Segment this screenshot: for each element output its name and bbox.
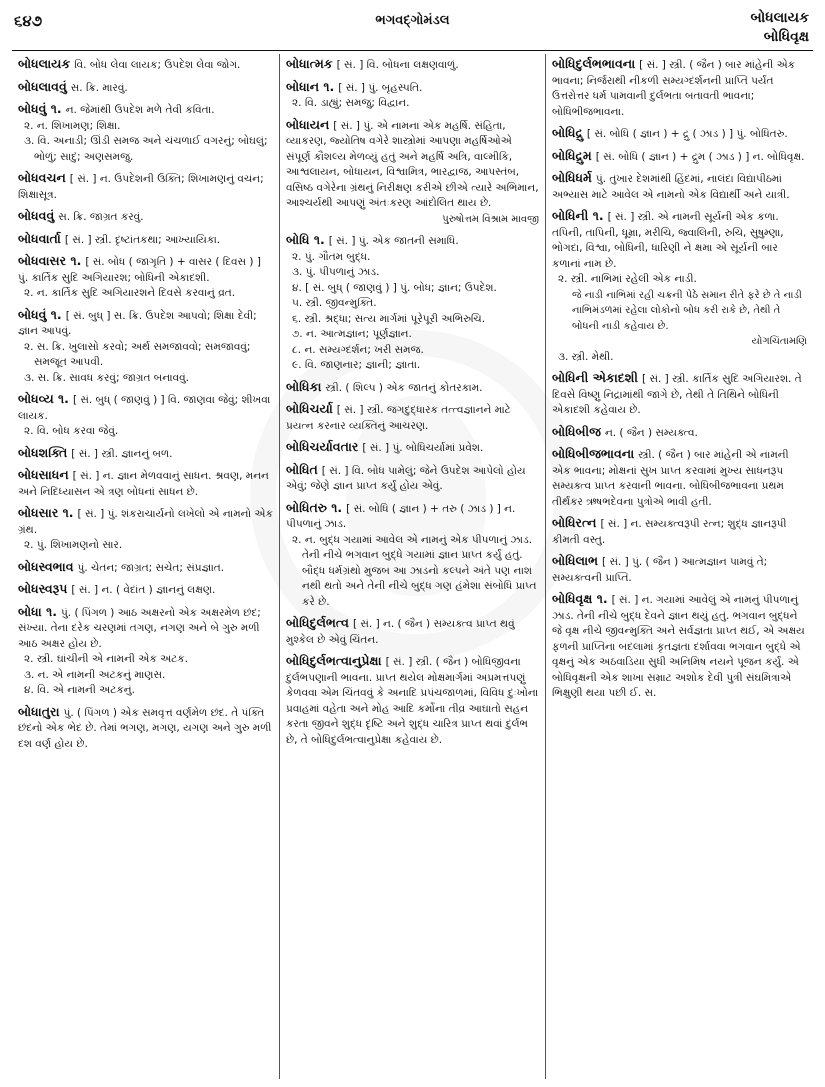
dictionary-entry <box>286 653 539 748</box>
entry-definition: [ સં. ] સ્ત્રી. દૃષ્ટાંતકથા; આખ્યાયિકા. <box>64 233 221 246</box>
entry-sense: ૩. સ. ક્રિ. સાવધ કરવું; જાગ્રત બનાવવું. <box>24 371 190 384</box>
header-rule <box>12 50 813 51</box>
entry-sense: ૩. ન. એ નામની અટકનું માણસ. <box>24 668 166 681</box>
entry-definition: [ સં. ] સ્ત્રી. ( જૈન ) બોધિજીવના દુર્લભપણાની ભાવના. પ્રાપ્ત થયેલ મોક્ષમાર્ગમાં અપ્રમત્તપણું કેળવવા એમ ચિંતવવું કે અનાદિ પ્રપંચજાળમાં, વિવિધ દુઃખોના પ્રવાહમાં વહેતા અને મોહ આદિ કર્મોના તીવ્ર આઘાતો સહન કરતા જીવને શુદ્ધ દૃષ્ટિ અને શુદ્ધ ચારિત્ર પ્રાપ્ત થવાં દુર્લભ છે, તે બોધિદુર્લભત્વાનુપ્રેક્ષા કહેવાય છે. <box>286 656 539 746</box>
entry-definition: [ સં. ] સ્ત્રી. એ નામની સૂર્યની એક કળા. તપિની, તાપિની, ધૂમ્રા, મરીચિ, જ્વાલિની, રુચિ, સુષુમ્ણા, ભોગદા, વિશ્વા, બોધિની, ધારિણી ને ક્ષમા એ સૂર્યની બાર કળાનાં નામ છે. <box>552 211 784 270</box>
entry-definition: [ સં. ] પું. બોધિચર્યામાં પ્રવેશ. <box>362 442 484 454</box>
dictionary-entry <box>286 56 539 74</box>
dictionary-entry <box>286 439 539 457</box>
entry-sense: ૪. વિ. એ નામની અટકનું. <box>24 684 135 696</box>
entry-headword: બોધિબીજ <box>552 423 601 439</box>
entry-definition: [ સં. ] ન. ગયામાં આવેલું એ નામનું પીપળાનું ઝાડ. તેની નીચે બુદ્ધ દેવને જ્ઞાન થયું હતું. ભગવાન બુદ્ધને જે વૃક્ષ નીચે જીવન્મુક્તિ અને સર્વજ્ઞતા પ્રાપ્ત થઈ, એ અક્ષય ફળની પ્રાપ્તિના બદલામાં કૃતજ્ઞતા દર્શાવવા ભગવાન બુદ્ધે એ વૃક્ષનું એક અઠવાડિયા સુધી અનિમિષ નયને પૂજન કર્યું. એ બોધિવૃક્ષની એક શાખા સમ્રાટ અશોક દેવી પુત્રી સંઘમિત્રાએ ભિક્ષુણી થયા પછી ઈ. સ. <box>552 594 805 699</box>
entry-definition: [ સં. બોધ ( જાગૃતિ ) + વાસર ( દિવસ ) ] પું. કાર્તિક સુદિ અગિયારશ; બોધિની એકાદશી. <box>18 256 261 284</box>
entry-definition: [ સં. ] પું. બૃહસ્પતિ. <box>338 81 423 94</box>
dictionary-entry <box>286 379 539 397</box>
entry-definition: [ સં. બોધિ ( જ્ઞાન ) + દ્રુમ ( ઝાડ ) ] ન. બોધિવૃક્ષ. <box>595 150 805 163</box>
entry-sense: ૭. ન. આત્મજ્ઞાન; પૂર્ણજ્ઞાન. <box>292 328 412 340</box>
dictionary-entry <box>18 253 273 302</box>
page-title: ભગવદ્ગોમંડલ <box>375 13 450 28</box>
entry-headword: બોધવું ૧. <box>18 306 62 322</box>
entry-definition: પું. ( પિંગળ ) એક સમવૃત્ત વર્ણમેળ છંદ. તે પંક્તિ છંદનો એક ભેદ છે. તેમાં ભગણ, મગણ, યગણ અને ગુરુ મળી દશ વર્ણ હોય છે. <box>18 706 272 750</box>
entry-headword: બોધવવું <box>18 208 55 223</box>
entry-sense: ૨. વિ. બોધ કરવા જેવું. <box>24 425 119 437</box>
entry-sense: ૬. સ્ત્રી. શ્રદ્ધા; સત્ય માર્ગમાં પૂરેપૂરી અભિરુચિ. <box>292 312 486 325</box>
guide-word-last: બોધિવૃક્ષ <box>763 29 809 45</box>
entry-definition: પું. ચેતન; જાગ્રત; સચેત; સંપ્રજ્ઞાત. <box>77 561 225 574</box>
entry-sense: ૨. ન. બુદ્ધ ગયામાં આવેલ એ નામનું એક પીપળાનું ઝાડ. તેની નીચે ભગવાન બુદ્ધે ગયામાં જ્ઞાન પ્રાપ્ત કર્યું હતું. બૌદ્ધ ધર્મગ્રંથો મુજબ આ ઝાડનો કલ્પને અંતે પણ નાશ નથી થતો અને તેની નીચે બુદ્ધ ગણ હંમેશા સંબોધિ પ્રાપ્ત કરે છે. <box>292 533 537 608</box>
entry-headword: બોધવાસર ૧. <box>18 253 82 268</box>
entry-citation: યોગચિંતામણિ <box>751 336 807 347</box>
entry-headword: બોધિત <box>286 461 318 477</box>
entry-headword: બોધિવૃક્ષ ૧. <box>552 591 608 606</box>
entry-definition: [ સં. ] સ્ત્રી. જગદુદ્ધારક તત્ત્વજ્ઞાનને માટે પ્રયત્ન કરનાર વ્યક્તિનું આચરણ. <box>286 404 511 432</box>
entry-headword: બોધિદ્રુમ <box>552 147 592 163</box>
dictionary-entry <box>552 370 807 419</box>
entry-definition: [ સં. ] ન. સમ્યક્ત્વરૂપી રત્ન; શુદ્ધ જ્ઞાનરૂપી કીમતી વસ્તુ. <box>552 518 787 546</box>
entry-headword: બોધા ૧. <box>18 603 57 619</box>
column-left <box>12 54 279 1079</box>
entry-headword: બોધિરત્ન <box>552 515 597 530</box>
dictionary-entry <box>552 208 807 365</box>
entry-sense: ૩. સ્ત્રી. મેથી. <box>558 350 614 363</box>
entry-headword: બોધિતરુ ૧. <box>286 499 343 515</box>
dictionary-entry <box>18 559 273 577</box>
entry-definition: સ્ત્રી. ( જૈન ) બાર માંહેની એ નામની એક ભાવના; મોક્ષનાં સુખ પ્રાપ્ત કરવામાં મુખ્ય સાધનરૂપ સમ્યક્ત્વ પ્રાપ્ત કરવાની ભાવના. બોધિબીજભાવના પ્રથમ તીર્થંકર ઋષભદેવના પુત્રોએ ભાવી હતી. <box>552 449 789 508</box>
entry-sense: ૨. વિ. ડાહ્યું; સમજુ; વિદ્વાન. <box>292 97 410 109</box>
dictionary-entry <box>552 446 807 510</box>
entry-citation: પુરુષોત્તમ વિશ્રામ માવજી <box>442 213 539 225</box>
column-middle <box>279 54 546 1079</box>
column-right <box>546 54 813 1079</box>
dictionary-entry <box>18 231 273 249</box>
entry-definition: પું. તુખાર દેશમાંથી હિંદમાં, નાલંદા વિદ્યાપીઠમાં અભ્યાસ માટે આવેલ એ નામનો એક વિદ્યાર્થી અને યાત્રી. <box>552 173 790 201</box>
dictionary-entry <box>286 79 539 112</box>
dictionary-entry <box>286 117 539 228</box>
dictionary-entry <box>552 424 807 442</box>
dictionary-entry <box>286 615 539 648</box>
entry-sense: ૨. પું. શિખામણનો સાર. <box>24 539 123 551</box>
entry-headword: બોધલાયક <box>18 56 71 71</box>
entry-definition: [ સં. ] વિ. બોધ પામેલું; જેને ઉપદેશ આપેલો હોય એવું; જેણે જ્ઞાન પ્રાપ્ત કર્યું હોય એવું. <box>286 464 526 492</box>
entry-sense: ૨. પું. ગૌતમ બુદ્ધ. <box>292 250 371 263</box>
entry-headword: બોધશક્તિ <box>18 444 68 460</box>
dictionary-entry <box>286 462 539 495</box>
entry-headword: બોધસ્વરૂપ <box>18 581 68 596</box>
entry-sense: ૮. ન. સમ્યગ્દર્શન; ખરી સમજ. <box>292 343 424 356</box>
dictionary-entry <box>552 125 807 143</box>
entry-sense: ૪. [ સં. બુધ્ ( જાણવું ) ] પું. બોધ; જ્ઞાન; ઉપદેશ. <box>292 281 497 294</box>
entry-headword: બોધવું ૧. <box>18 101 62 116</box>
entry-headword: બોધવચન <box>18 170 66 185</box>
entry-headword: બોધિની ૧. <box>552 208 604 223</box>
dictionary-entry <box>18 604 273 699</box>
entry-sense: ૨. સ. ક્રિ. ખુલાસો કરવો; અર્થ સમજાવવો; સમજાવવું; સમજૂત આપવી. <box>24 340 251 368</box>
entry-definition: [ સં. બુધ્ ( જાણવું ) ] વિ. જાણવા જેવું; શીખવા લાયક. <box>18 394 271 422</box>
dictionary-entry <box>286 500 539 611</box>
entry-definition: [ સં. બોધિ ( જ્ઞાન ) + દ્રુ ( ઝાડ ) ] પું. બોધિતરુ. <box>586 128 788 140</box>
entry-definition: [ સં. ] પું. એ નામના એક મહર્ષિ. સંહિતા, વ્યાકરણ, જ્યોતિષ વગેરે શાસ્ત્રોમાં આપણા મહર્ષિઓએ સંપૂર્ણ કૌશલ્ય મેળવ્યું હતું અને મહર્ષિ અત્રિ, વાલ્મીકિ, આશ્વલાયન, બોધાયન, વિશ્વામિત્ર, ભારદ્વાજ, આપસ્તંબ, વસિષ્ઠ વગેરેના ગ્રંથનું નિરીક્ષણ કરીએ છીએ ત્યારે અભિમાન, આશ્ચર્યથી આપણું અંતઃકરણ આંદોલિત થાય છે. <box>286 119 539 209</box>
dictionary-entry <box>552 591 807 702</box>
dictionary-entry <box>18 704 273 753</box>
entry-sense: ૫. સ્ત્રી. જીવન્મુક્તિ. <box>292 297 377 309</box>
entry-sense: ૯. વિ. જાણનાર; જ્ઞાની; જ્ઞાતા. <box>292 359 421 371</box>
entry-sense: ૨. ન. કાર્તિક સુદિ અગિયારશને દિવસે કરવાનું વ્રત. <box>24 287 236 299</box>
entry-headword: બોધિ ૧. <box>286 232 325 247</box>
entry-headword: બોધવાર્તા <box>18 230 61 246</box>
entry-definition: [ સં. ] સ્ત્રી. ( જૈન ) બાર માંહેની એક ભાવના; નિર્જરાથી નીકળી સમ્યગ્દર્શનની પ્રાપ્તિ પર્યંત ઉત્તરોત્તર ધર્મ પામવાની દુર્લભતા બતાવતી ભાવના; બોધિભીજભાવના. <box>552 59 796 118</box>
dictionary-entry <box>18 467 273 500</box>
entry-headword: બોધિની એકાદશી <box>552 370 639 385</box>
entry-headword: બોધવ્ય ૧. <box>18 391 69 406</box>
entry-headword: બોધિબીજભાવના <box>552 446 635 461</box>
dictionary-entry <box>552 148 807 166</box>
entry-definition: [ સં. ] વિ. બોધના લક્ષણવાળું. <box>336 59 459 71</box>
dictionary-entry <box>18 307 273 387</box>
entry-sense: ૨. સ્ત્રી. નાભિમાં રહેલી એક નાડી. <box>558 273 697 285</box>
entry-headword: બોધિદુર્લભત્વ <box>286 615 349 630</box>
entry-columns <box>12 54 813 1079</box>
entry-headword: બોધસાધન <box>18 467 69 482</box>
dictionary-entry <box>552 56 807 120</box>
dictionary-entry <box>286 232 539 374</box>
dictionary-entry <box>18 581 273 599</box>
entry-sense: ૩. પું. પીપળાનું ઝાડ. <box>292 266 380 278</box>
entry-definition: [ સં. ] ન. ( વેદાંત ) જ્ઞાનનું લક્ષણ. <box>71 584 216 596</box>
dictionary-entry <box>18 445 273 463</box>
entry-headword: બોધિદુર્લભભાવના <box>552 56 636 71</box>
entry-sense: ૨. સ્ત્રી. ઘાંચીની એ નામની એક અટક. <box>24 653 189 665</box>
entry-definition: વિ. બોધ લેવા લાયક; ઉપદેશ લેવા જોગ. <box>74 59 241 71</box>
entry-headword: બોધાત્મક <box>286 56 333 71</box>
entry-headword: બોધાન ૧. <box>286 78 335 94</box>
entry-headword: બોધિલાભ <box>552 553 599 568</box>
entry-headword: બોધાયન <box>286 116 330 132</box>
entry-headword: બોધલાવવું <box>18 78 67 94</box>
entry-definition: ન. જેમાંથી ઉપદેશ મળે તેવી કવિતા. <box>65 104 215 116</box>
entry-definition: [ સં. ] ન. ઉપદેશની ઉક્તિ; શિખામણનું વચન; શિક્ષાસૂત્ર. <box>18 173 264 201</box>
entry-definition: [ સં. ] ન. જ્ઞાન મેળવવાનું સાધન. શ્રવણ, મનન અને નિદિધ્યાસન એ ત્રણ બોધનાં સાધન છે. <box>18 470 269 498</box>
entry-definition: ન. ( જૈન ) સમ્યક્ત્વ. <box>604 426 698 439</box>
entry-definition: પું. ( પિંગળ ) આઠ અક્ષરનો એક અક્ષરમેળ છંદ; સંખ્યા. તેના દરેક ચરણમાં તગણ, નગણ અને બે ગુરુ મળી આઠ અક્ષર હોય છે. <box>18 606 261 650</box>
entry-definition: [ સં. ] પું. શંકરાચાર્યનો લખેલો એ નામનો એક ગ્રંથ. <box>18 508 273 536</box>
entry-headword: બોધિધર્મ <box>552 170 592 185</box>
entry-definition: સ્ત્રી. ( શિલ્પ ) એક જાતનું કોતરકામ. <box>325 381 483 394</box>
dictionary-entry <box>18 56 273 74</box>
entry-headword: બોધિદ્રુ <box>552 125 583 140</box>
entry-definition: [ સં. બોધિ ( જ્ઞાન ) + તરુ ( ઝાડ ) ] ન. પીપળાનું ઝાડ. <box>286 502 516 530</box>
entry-sense: ૩. વિ. અનાડી; ઊંડી સમજ અને ચંચળાઈ વગરનું; બોઘલું; ભોળું; સાદું; અણસમજુ. <box>24 135 268 163</box>
dictionary-entry <box>286 401 539 434</box>
guide-word-first: બોધલાયક <box>750 10 809 26</box>
dictionary-entry <box>18 208 273 226</box>
entry-sense: ૨. ન. શિખામણ; શિક્ષા. <box>24 119 121 132</box>
entry-headword: બોધસ્વભાવ <box>18 558 74 574</box>
entry-definition: સ. ક્રિ. મારવું. <box>70 81 128 94</box>
dictionary-entry <box>18 505 273 554</box>
entry-headword: બોધિદુર્લભત્વાનુપ્રેક્ષા <box>286 653 382 668</box>
entry-headword: બોધાતુરા <box>18 703 60 719</box>
page-number: ૬૪૭ <box>14 12 43 30</box>
entry-definition: [ સં. ] સ્ત્રી. કાર્તિક સુદિ અગિયારશ. તે દિવસે વિષ્ણુ નિદ્રામાંથી જાગે છે, તેથી તે તિથિને બોધિની એકાદશી કહેવાય છે. <box>552 373 802 416</box>
entry-definition: [ સં. બુધ્ ] સ. ક્રિ. ઉપદેશ આપવો; શિક્ષા દેવી; જ્ઞાન આપવું. <box>18 309 257 337</box>
entry-definition: [ સં. ] પું. એક જાતની સમાધિ. <box>328 235 459 247</box>
entry-headword: બોધસાર ૧. <box>18 505 74 520</box>
dictionary-entry <box>18 170 273 203</box>
entry-definition: [ સં. ] પું. ( જૈન ) આત્મજ્ઞાન પામવું તે; સમ્યક્ત્વની પ્રાપ્તિ. <box>552 556 768 584</box>
dictionary-entry <box>18 101 273 165</box>
dictionary-entry <box>552 553 807 586</box>
entry-headword: બોધિચર્યા <box>286 401 333 416</box>
dictionary-entry <box>552 515 807 548</box>
entry-headword: બોધિચર્યાવતાર <box>286 439 359 454</box>
dictionary-entry <box>552 170 807 203</box>
dictionary-entry <box>18 79 273 97</box>
dictionary-entry <box>18 391 273 440</box>
entry-definition: સ. ક્રિ. જાગ્રત કરવું. <box>58 211 144 223</box>
entry-definition: [ સં. ] ન. ( જૈન ) સમ્યક્ત્વ પ્રાપ્ત થવું મુશ્કેલ છે એવું ચિંતન. <box>286 618 515 646</box>
entry-quotation: જે નાડી નાભિમાં રહી ચક્રની પેઠે સમાન રીતે ફરે છે તે નાડી નાભિમંડળમાં રહેલા લોકોનો બોધ કરી રાકે છે, તેથી તે બોધની નાડી કહેવાય છે. <box>572 289 802 332</box>
entry-headword: બોધિકા <box>286 378 322 394</box>
entry-definition: [ સં. ] સ્ત્રી. જ્ઞાનનું બળ. <box>71 447 173 460</box>
